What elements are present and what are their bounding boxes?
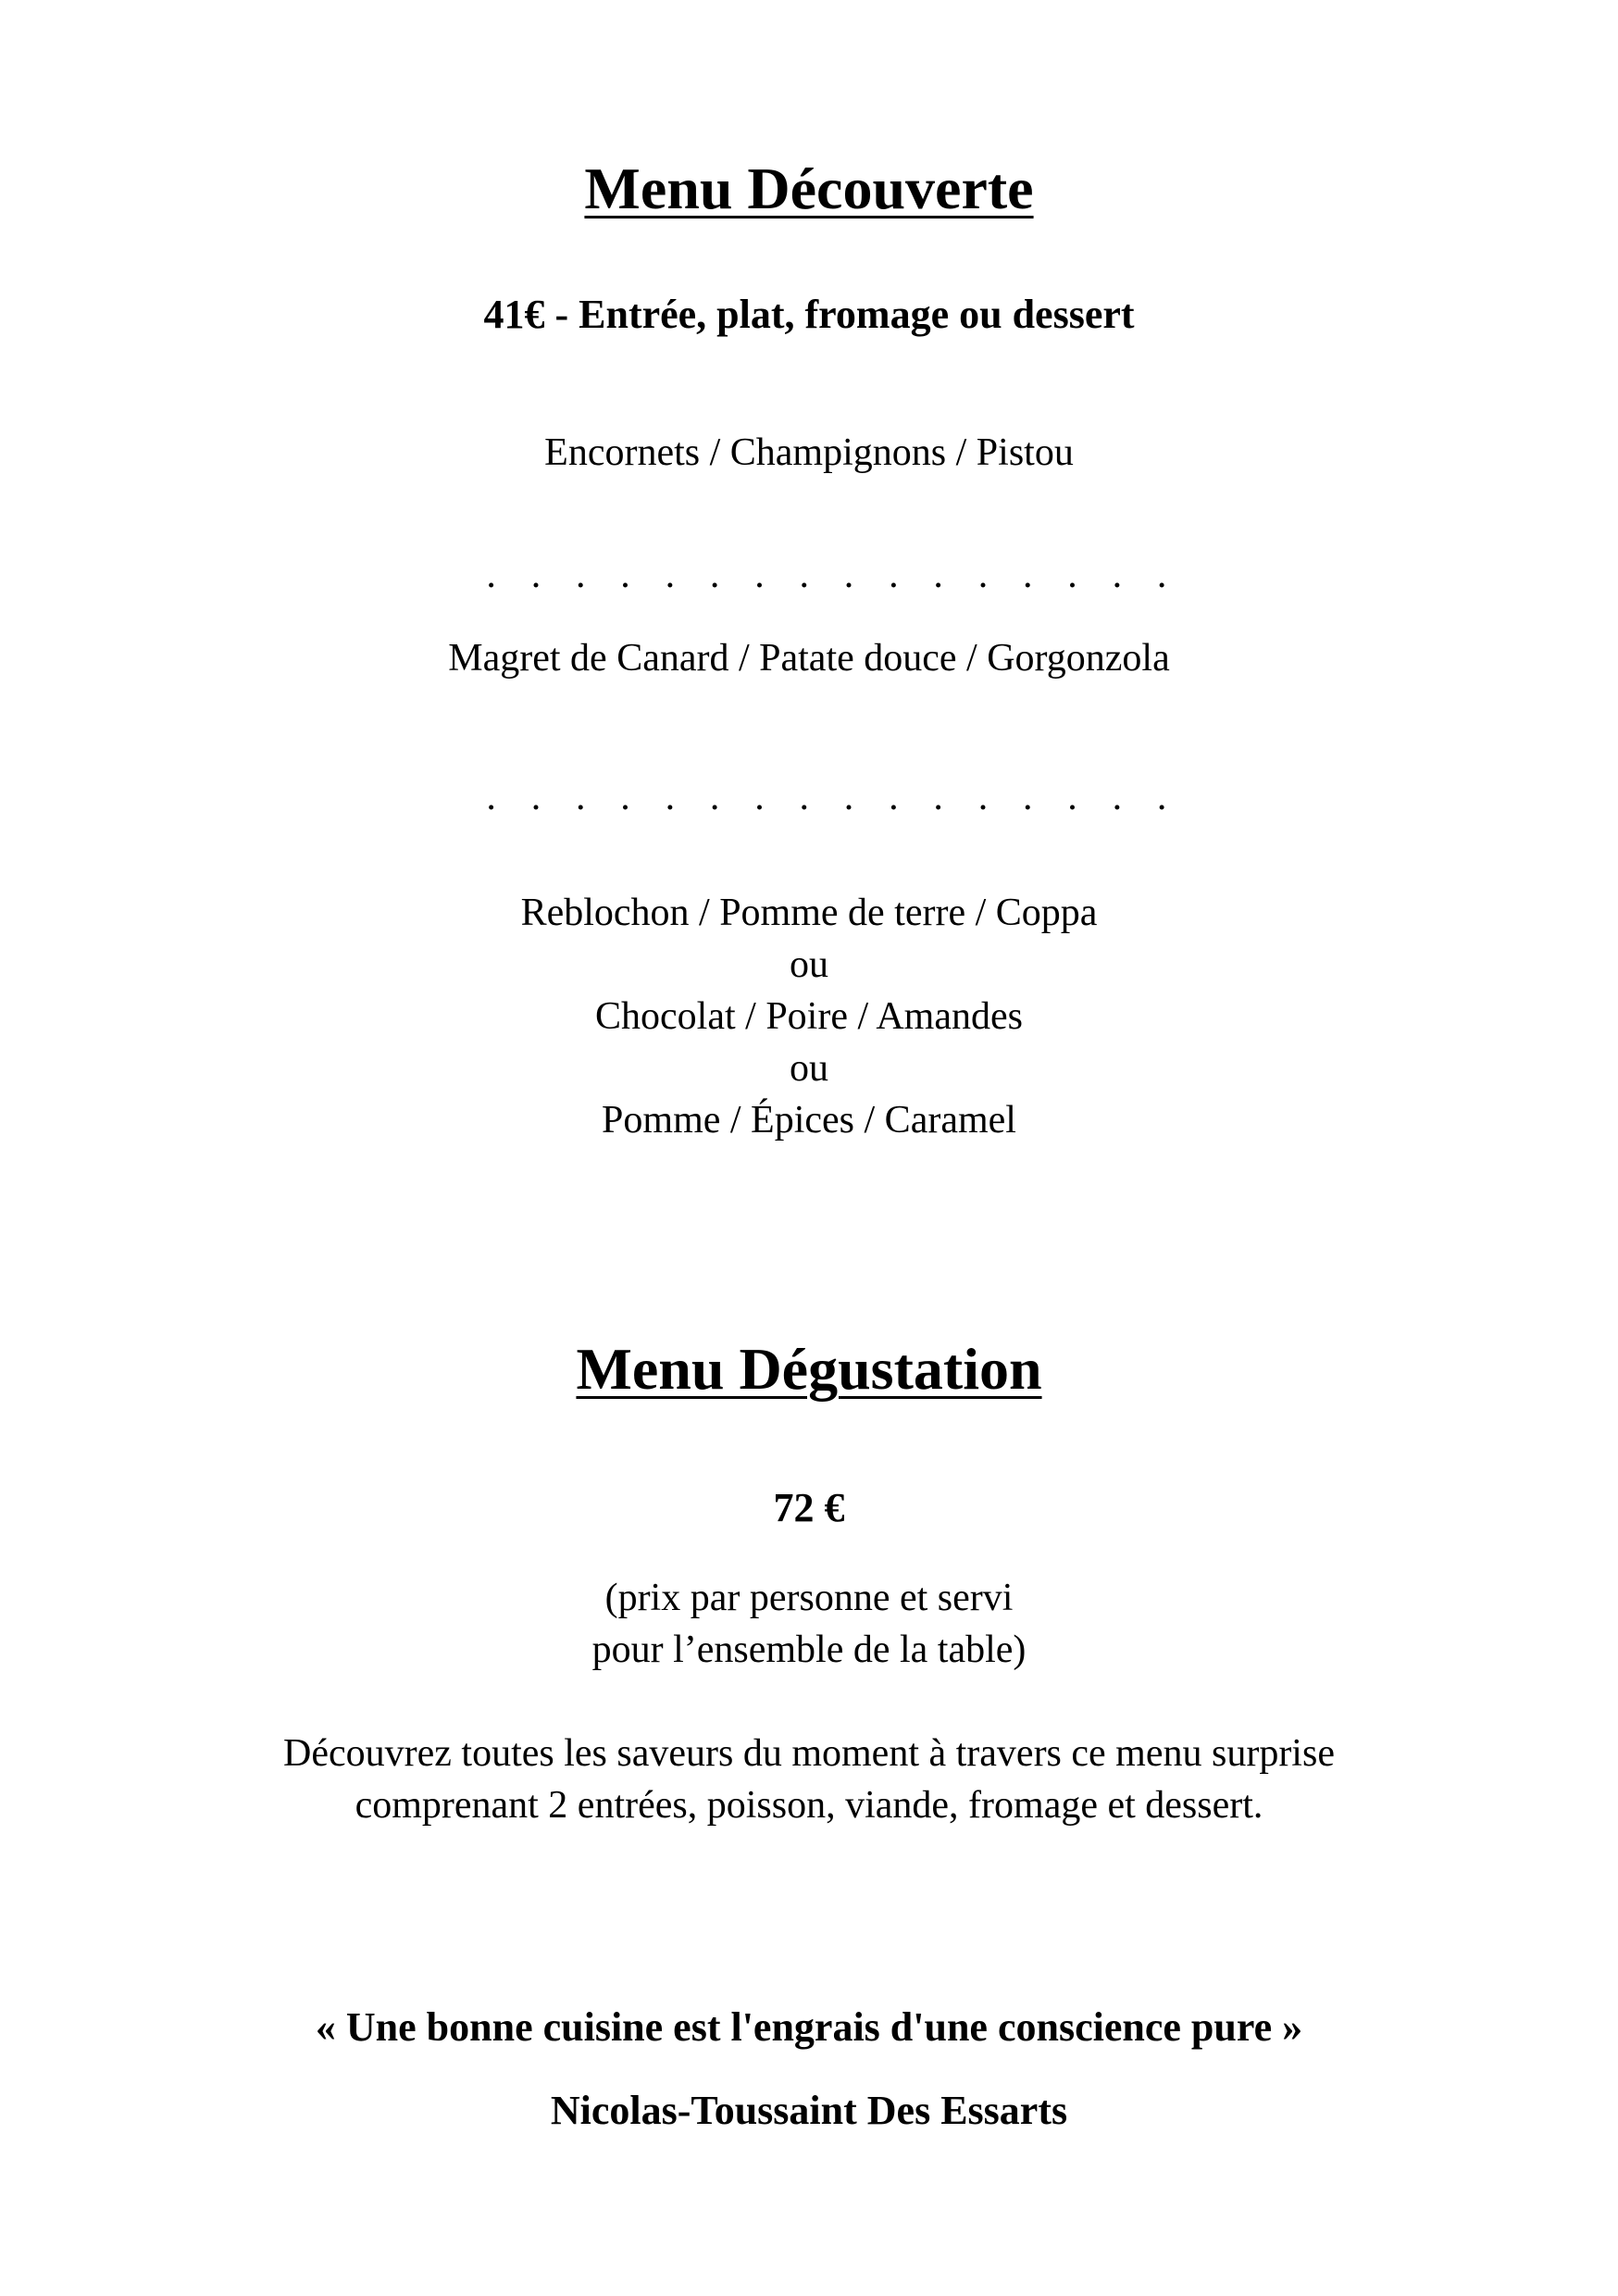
dessert-option-3: Pomme / Épices / Caramel (602, 1099, 1016, 1142)
dessert-option-1: Reblochon / Pomme de terre / Coppa (520, 892, 1098, 934)
description-line-2: comprenant 2 entrées, poisson, viande, fromage et dessert. (355, 1784, 1263, 1827)
price-note-line-1: (prix par personne et servi (604, 1577, 1014, 1619)
dessert-or-2: ou (790, 1047, 828, 1090)
entree-dish: Encornets / Champignons / Pistou (544, 431, 1074, 474)
description-line-1: Découvrez toutes les saveurs du moment à travers ce menu surprise (283, 1732, 1335, 1775)
price-note-line-2: pour l’ensemble de la table) (591, 1628, 1027, 1671)
plat-dish: Magret de Canard / Patate douce / Gorgonzola (448, 637, 1170, 680)
menu-decouverte-price-line: 41€ - Entrée, plat, fromage ou dessert (483, 292, 1135, 337)
menu-degustation-price: 72 € (773, 1485, 845, 1530)
menu-decouverte-title: Menu Découverte (584, 156, 1034, 221)
dessert-or-1: ou (790, 943, 828, 986)
dessert-option-2: Chocolat / Poire / Amandes (595, 995, 1023, 1038)
menu-degustation-title: Menu Dégustation (576, 1336, 1042, 1402)
dotted-separator-2: ................ (486, 776, 1202, 818)
quote-author: Nicolas-Toussaint Des Essarts (550, 2088, 1068, 2133)
quote-text: « Une bonne cuisine est l'engrais d'une conscience pure » (315, 2004, 1303, 2050)
dotted-separator-1: ................ (486, 554, 1202, 596)
